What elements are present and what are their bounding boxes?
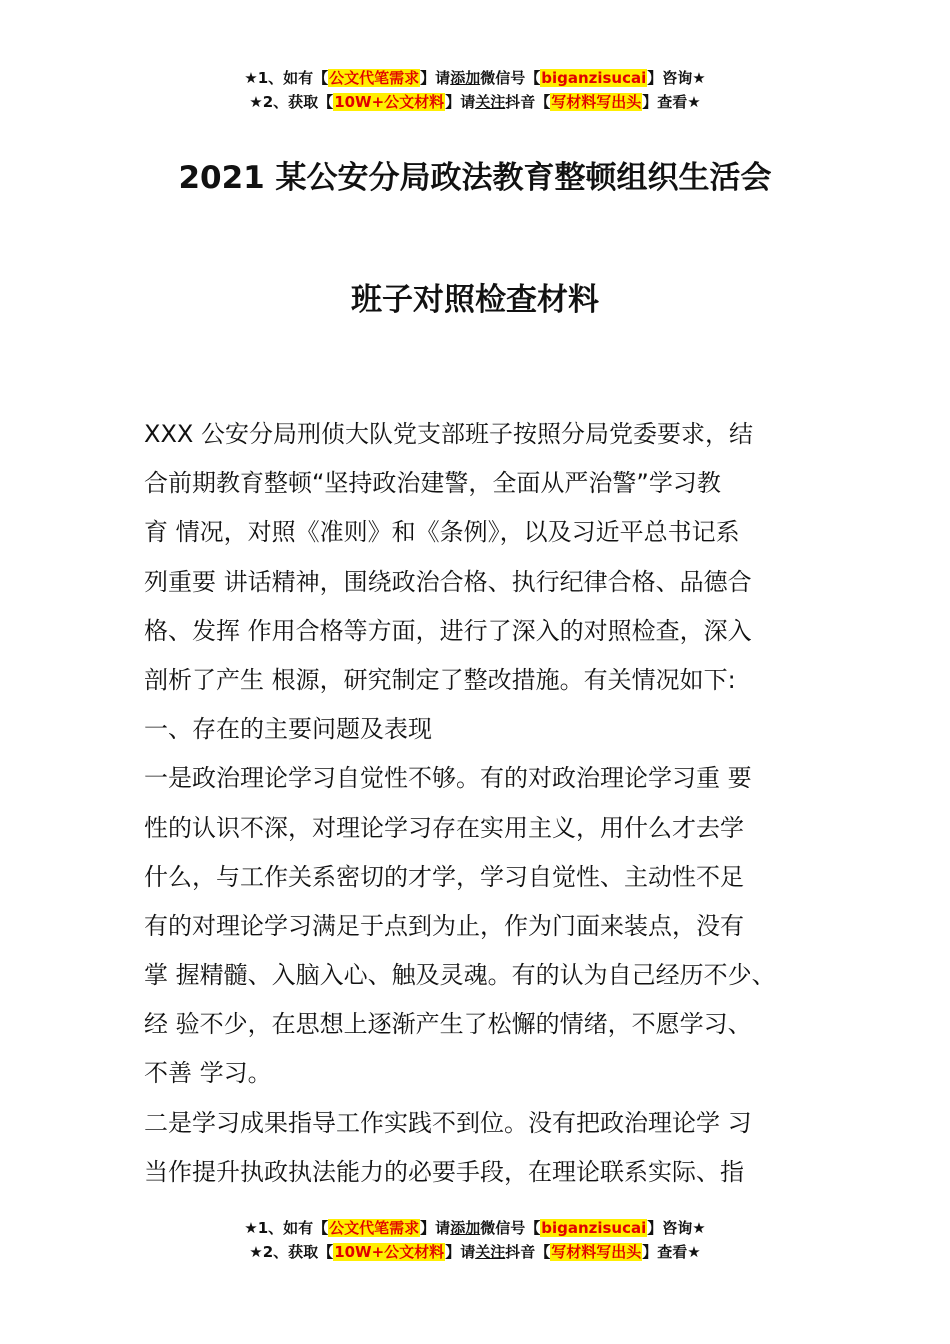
- body-line: XXX 公安分局刑侦大队党支部班子按照分局党委要求，结: [144, 420, 753, 448]
- promo-text: 】请: [420, 1219, 451, 1237]
- body-line: 育 情况，对照《准则》和《条例》，以及习近平总书记系: [144, 518, 740, 547]
- body-line: 格、发挥 作用合格等方面，进行了深入的对照检查，深入: [144, 616, 752, 645]
- promo-text: 抖音【: [505, 93, 551, 111]
- promo-text: 】请: [445, 1243, 476, 1261]
- promo-line-2: [0, 1240, 950, 1264]
- promo-highlight: 10W+公文材料: [334, 93, 445, 111]
- promo-underlined: 添加: [450, 1219, 481, 1237]
- body-line: 掌 握精髓、入脑入心、触及灵魂。有的认为自己经历不少、: [144, 961, 776, 990]
- promo-text: ★1、如有【: [244, 1219, 329, 1237]
- promo-line-1: [0, 66, 950, 90]
- footer-promo-banner: [0, 1216, 950, 1264]
- document-body: [144, 410, 824, 1197]
- promo-highlight: 公文代笔需求: [329, 69, 420, 87]
- promo-text: 抖音【: [505, 1243, 551, 1261]
- body-line: 列重要 讲话精神，围绕政治合格、执行纪律合格、品德合: [144, 567, 752, 596]
- promo-line-2: [0, 90, 950, 114]
- header-promo-banner: [0, 66, 950, 114]
- body-line: 性的认识不深，对理论学习存在实用主义，用什么才去学: [144, 813, 744, 842]
- document-title-line-1: 2021 某公安分局政法教育整顿组织生活会: [178, 160, 772, 196]
- body-line: 二是学习成果指导工作实践不到位。没有把政治理论学 习: [144, 1108, 752, 1137]
- promo-line-1: [0, 1216, 950, 1240]
- promo-text: ★1、如有【: [244, 69, 329, 87]
- promo-text: 】请: [445, 93, 476, 111]
- promo-text: 】查看★: [642, 1243, 701, 1261]
- section-heading: 一、存在的主要问题及表现: [144, 715, 432, 744]
- body-line: 一是政治理论学习自觉性不够。有的对政治理论学习重 要: [144, 764, 752, 793]
- promo-underlined: 添加: [450, 69, 481, 87]
- promo-highlight: 写材料写出头: [551, 1243, 642, 1261]
- body-line: 不善 学习。: [144, 1059, 272, 1088]
- promo-text: 】咨询★: [647, 1219, 706, 1237]
- promo-text: ★2、获取【: [249, 93, 334, 111]
- promo-text: ★2、获取【: [249, 1243, 334, 1261]
- promo-text: 微信号【: [480, 1219, 541, 1237]
- promo-highlight: biganzisucai: [541, 69, 647, 87]
- promo-highlight: 公文代笔需求: [329, 1219, 420, 1237]
- document-title-line-2: 班子对照检查材料: [351, 282, 599, 318]
- promo-highlight: biganzisucai: [541, 1219, 647, 1237]
- body-line: 当作提升执政执法能力的必要手段，在理论联系实际、指: [144, 1157, 744, 1186]
- promo-highlight: 写材料写出头: [551, 93, 642, 111]
- promo-text: 】请: [420, 69, 451, 87]
- promo-underlined: 关注: [475, 93, 506, 111]
- promo-text: 】查看★: [642, 93, 701, 111]
- body-line: 有的对理论学习满足于点到为止，作为门面来装点，没有: [144, 911, 744, 940]
- promo-underlined: 关注: [475, 1243, 506, 1261]
- body-line: 合前期教育整顿“坚持政治建警，全面从严治警”学习教: [144, 469, 721, 498]
- body-line: 剖析了产生 根源，研究制定了整改措施。有关情况如下:: [144, 665, 736, 694]
- body-line: 经 验不少，在思想上逐渐产生了松懈的情绪，不愿学习、: [144, 1010, 752, 1039]
- promo-text: 微信号【: [480, 69, 541, 87]
- promo-highlight: 10W+公文材料: [334, 1243, 445, 1261]
- body-line: 什么，与工作关系密切的才学，学习自觉性、主动性不足: [144, 862, 744, 891]
- promo-text: 】咨询★: [647, 69, 706, 87]
